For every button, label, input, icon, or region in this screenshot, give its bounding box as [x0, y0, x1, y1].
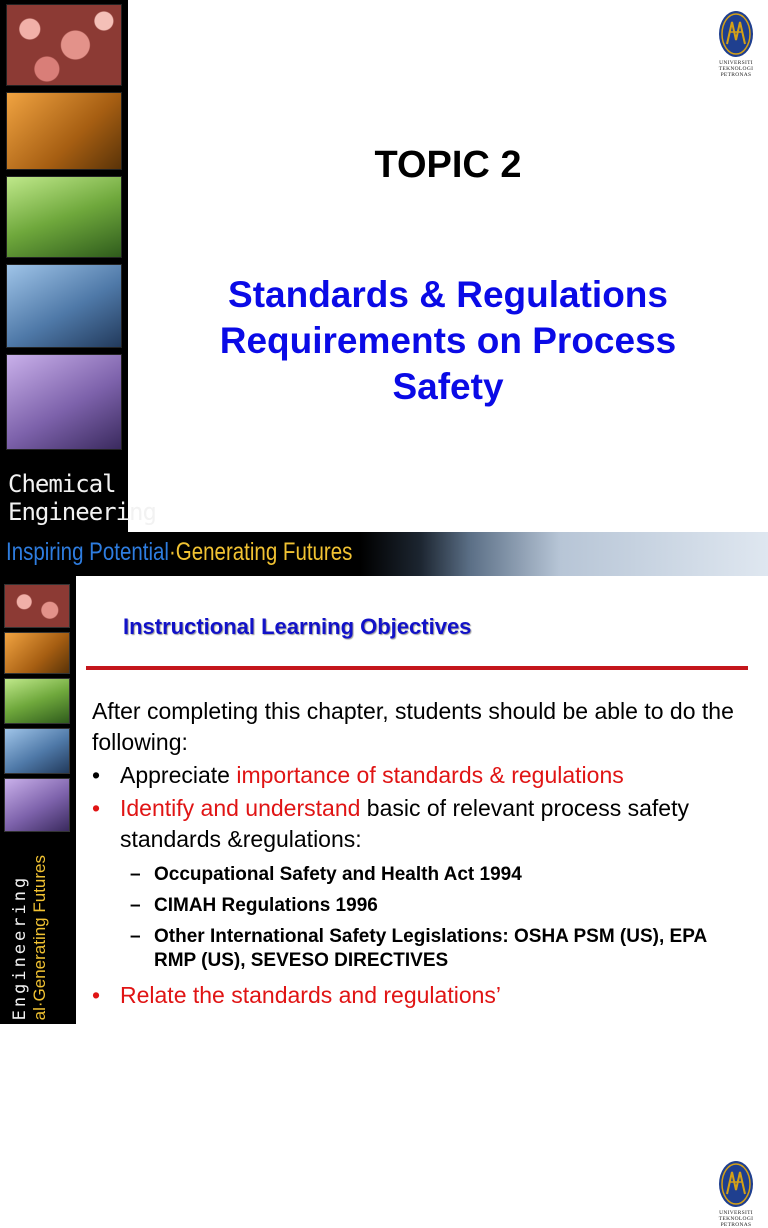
department-brand	[8, 470, 156, 526]
logo-line-3: PETRONAS	[720, 1222, 752, 1228]
slide-title-text	[170, 272, 726, 410]
lab-equipment-image	[6, 92, 122, 170]
dash-icon: –	[130, 926, 141, 947]
utp-logo-icon	[718, 1160, 754, 1208]
control-room-image	[6, 354, 122, 450]
sidebar-image-strip	[0, 0, 156, 532]
tagline-separator: ·	[168, 538, 176, 566]
vertical-brand-line-2: al·Generating Futures	[30, 854, 49, 1020]
dash-icon: –	[130, 895, 141, 916]
bullet-2-highlight: Identify and understand	[120, 795, 361, 821]
slide-objectives	[0, 576, 768, 1228]
sub-item-text: Other International Safety Legislations: OSHA PSM (US), EPA RMP (US), SEVESO DIRECTIVES	[154, 926, 707, 971]
bullet-icon: •	[92, 762, 101, 788]
vertical-brand-text	[10, 855, 50, 1020]
bullet-2-rest: basic of relevant process safety standards &regulations:	[120, 795, 689, 852]
brand-line-1: Chemical	[8, 470, 116, 498]
sub-item	[130, 925, 752, 973]
objectives-heading: Instructional Learning Objectives	[123, 614, 472, 639]
tagline-part-2: Generating Futures	[175, 538, 353, 566]
logo-text	[714, 60, 758, 78]
tagline-part-1: Inspiring Potential	[6, 538, 169, 566]
sub-list	[130, 863, 752, 973]
objectives-body	[92, 696, 752, 1011]
logo-line-2: TEKNOLOGI	[718, 66, 754, 72]
logo-line-1: UNIVERSITI	[719, 1210, 753, 1216]
sub-item-text: CIMAH Regulations 1996	[154, 895, 378, 916]
microscope-image	[6, 4, 122, 86]
topic-label: TOPIC 2	[374, 144, 522, 186]
sub-item	[130, 894, 752, 918]
bullet-1-highlight: importance of standards & regulations	[236, 762, 624, 788]
title-line-1: Standards & Regulations	[228, 274, 668, 315]
lab-technician-image	[4, 678, 70, 724]
logo-text	[714, 1210, 758, 1228]
bullet-icon: •	[92, 795, 101, 821]
lab-equipment-image	[4, 632, 70, 674]
logo-line-1: UNIVERSITI	[719, 60, 753, 66]
tagline	[6, 536, 352, 568]
control-room-image	[4, 778, 70, 832]
bullet-icon: •	[92, 982, 101, 1008]
microscope-image	[4, 584, 70, 628]
heading-divider	[86, 666, 748, 670]
bullet-item	[92, 980, 752, 1011]
bullet-item	[92, 760, 752, 791]
university-logo	[714, 1160, 758, 1228]
sidebar-image-strip	[0, 576, 76, 1024]
vertical-brand-line-1: Engineering	[10, 874, 30, 1020]
dash-icon: –	[130, 864, 141, 885]
bullet-item	[92, 793, 752, 855]
title-line-3: Safety	[392, 366, 504, 407]
logo-line-2: TEKNOLOGI	[718, 1216, 754, 1222]
title-line-2: Requirements on Process	[219, 320, 677, 361]
intro-text: After completing this chapter, students should be able to do the following:	[92, 698, 734, 755]
process-plant-image	[4, 728, 70, 774]
lab-technician-image	[6, 176, 122, 258]
utp-logo-icon	[718, 10, 754, 58]
slide-title	[0, 0, 768, 576]
bullet-1-prefix: Appreciate	[120, 762, 237, 788]
logo-line-3: PETRONAS	[720, 72, 752, 78]
process-plant-image	[6, 264, 122, 348]
brand-line-2: Engineering	[8, 498, 156, 526]
university-logo	[714, 10, 758, 78]
sub-item	[130, 863, 752, 887]
bullet-3-highlight: Relate the standards and regulations’	[120, 982, 502, 1008]
sub-item-text: Occupational Safety and Health Act 1994	[154, 864, 522, 885]
